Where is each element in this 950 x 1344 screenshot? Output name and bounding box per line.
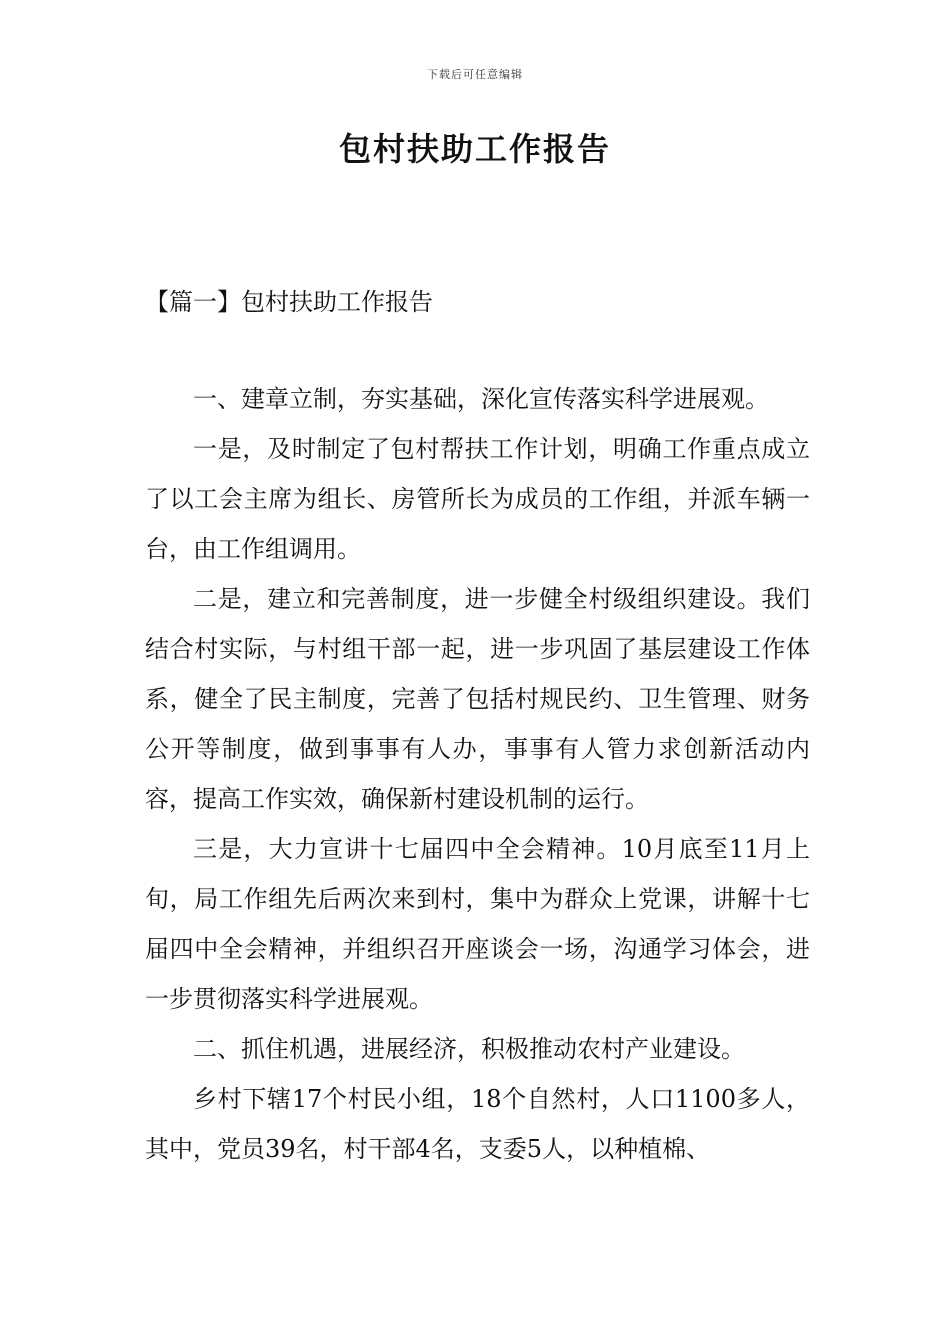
paragraph: 一是，及时制定了包村帮扶工作计划，明确工作重点成立了以工会主席为组长、房管所长为成员的工作组，并派车辆一台，由工作组调用。 (145, 435, 810, 563)
body-text (145, 374, 810, 1174)
section-heading: 【篇一】包村扶助工作报告 (145, 288, 433, 316)
paragraph: 二、抓住机遇，进展经济，积极推动农村产业建设。 (193, 1035, 745, 1063)
paragraph: 三是，大力宣讲十七届四中全会精神。10月底至11月上旬，局工作组先后两次来到村，集中为群众上党课，讲解十七届四中全会精神，并组织召开座谈会一场，沟通学习体会，进一步贯彻落实科学进展观。 (145, 835, 810, 1013)
paragraph: 一、建章立制，夯实基础，深化宣传落实科学进展观。 (193, 385, 769, 413)
document-title: 包村扶助工作报告 (338, 130, 611, 168)
header-note: 下载后可任意编辑 (427, 68, 523, 81)
paragraph: 乡村下辖17个村民小组，18个自然村，人口1100多人，其中，党员39名，村干部4名，支委5人，以种植棉、 (145, 1085, 810, 1163)
paragraph: 二是，建立和完善制度，进一步健全村级组织建设。我们结合村实际，与村组干部一起，进一步巩固了基层建设工作体系，健全了民主制度，完善了包括村规民约、卫生管理、财务公开等制度，做到事事有人办，事事有人管力求创新活动内容，提高工作实效，确保新村建设机制的运行。 (145, 585, 810, 813)
